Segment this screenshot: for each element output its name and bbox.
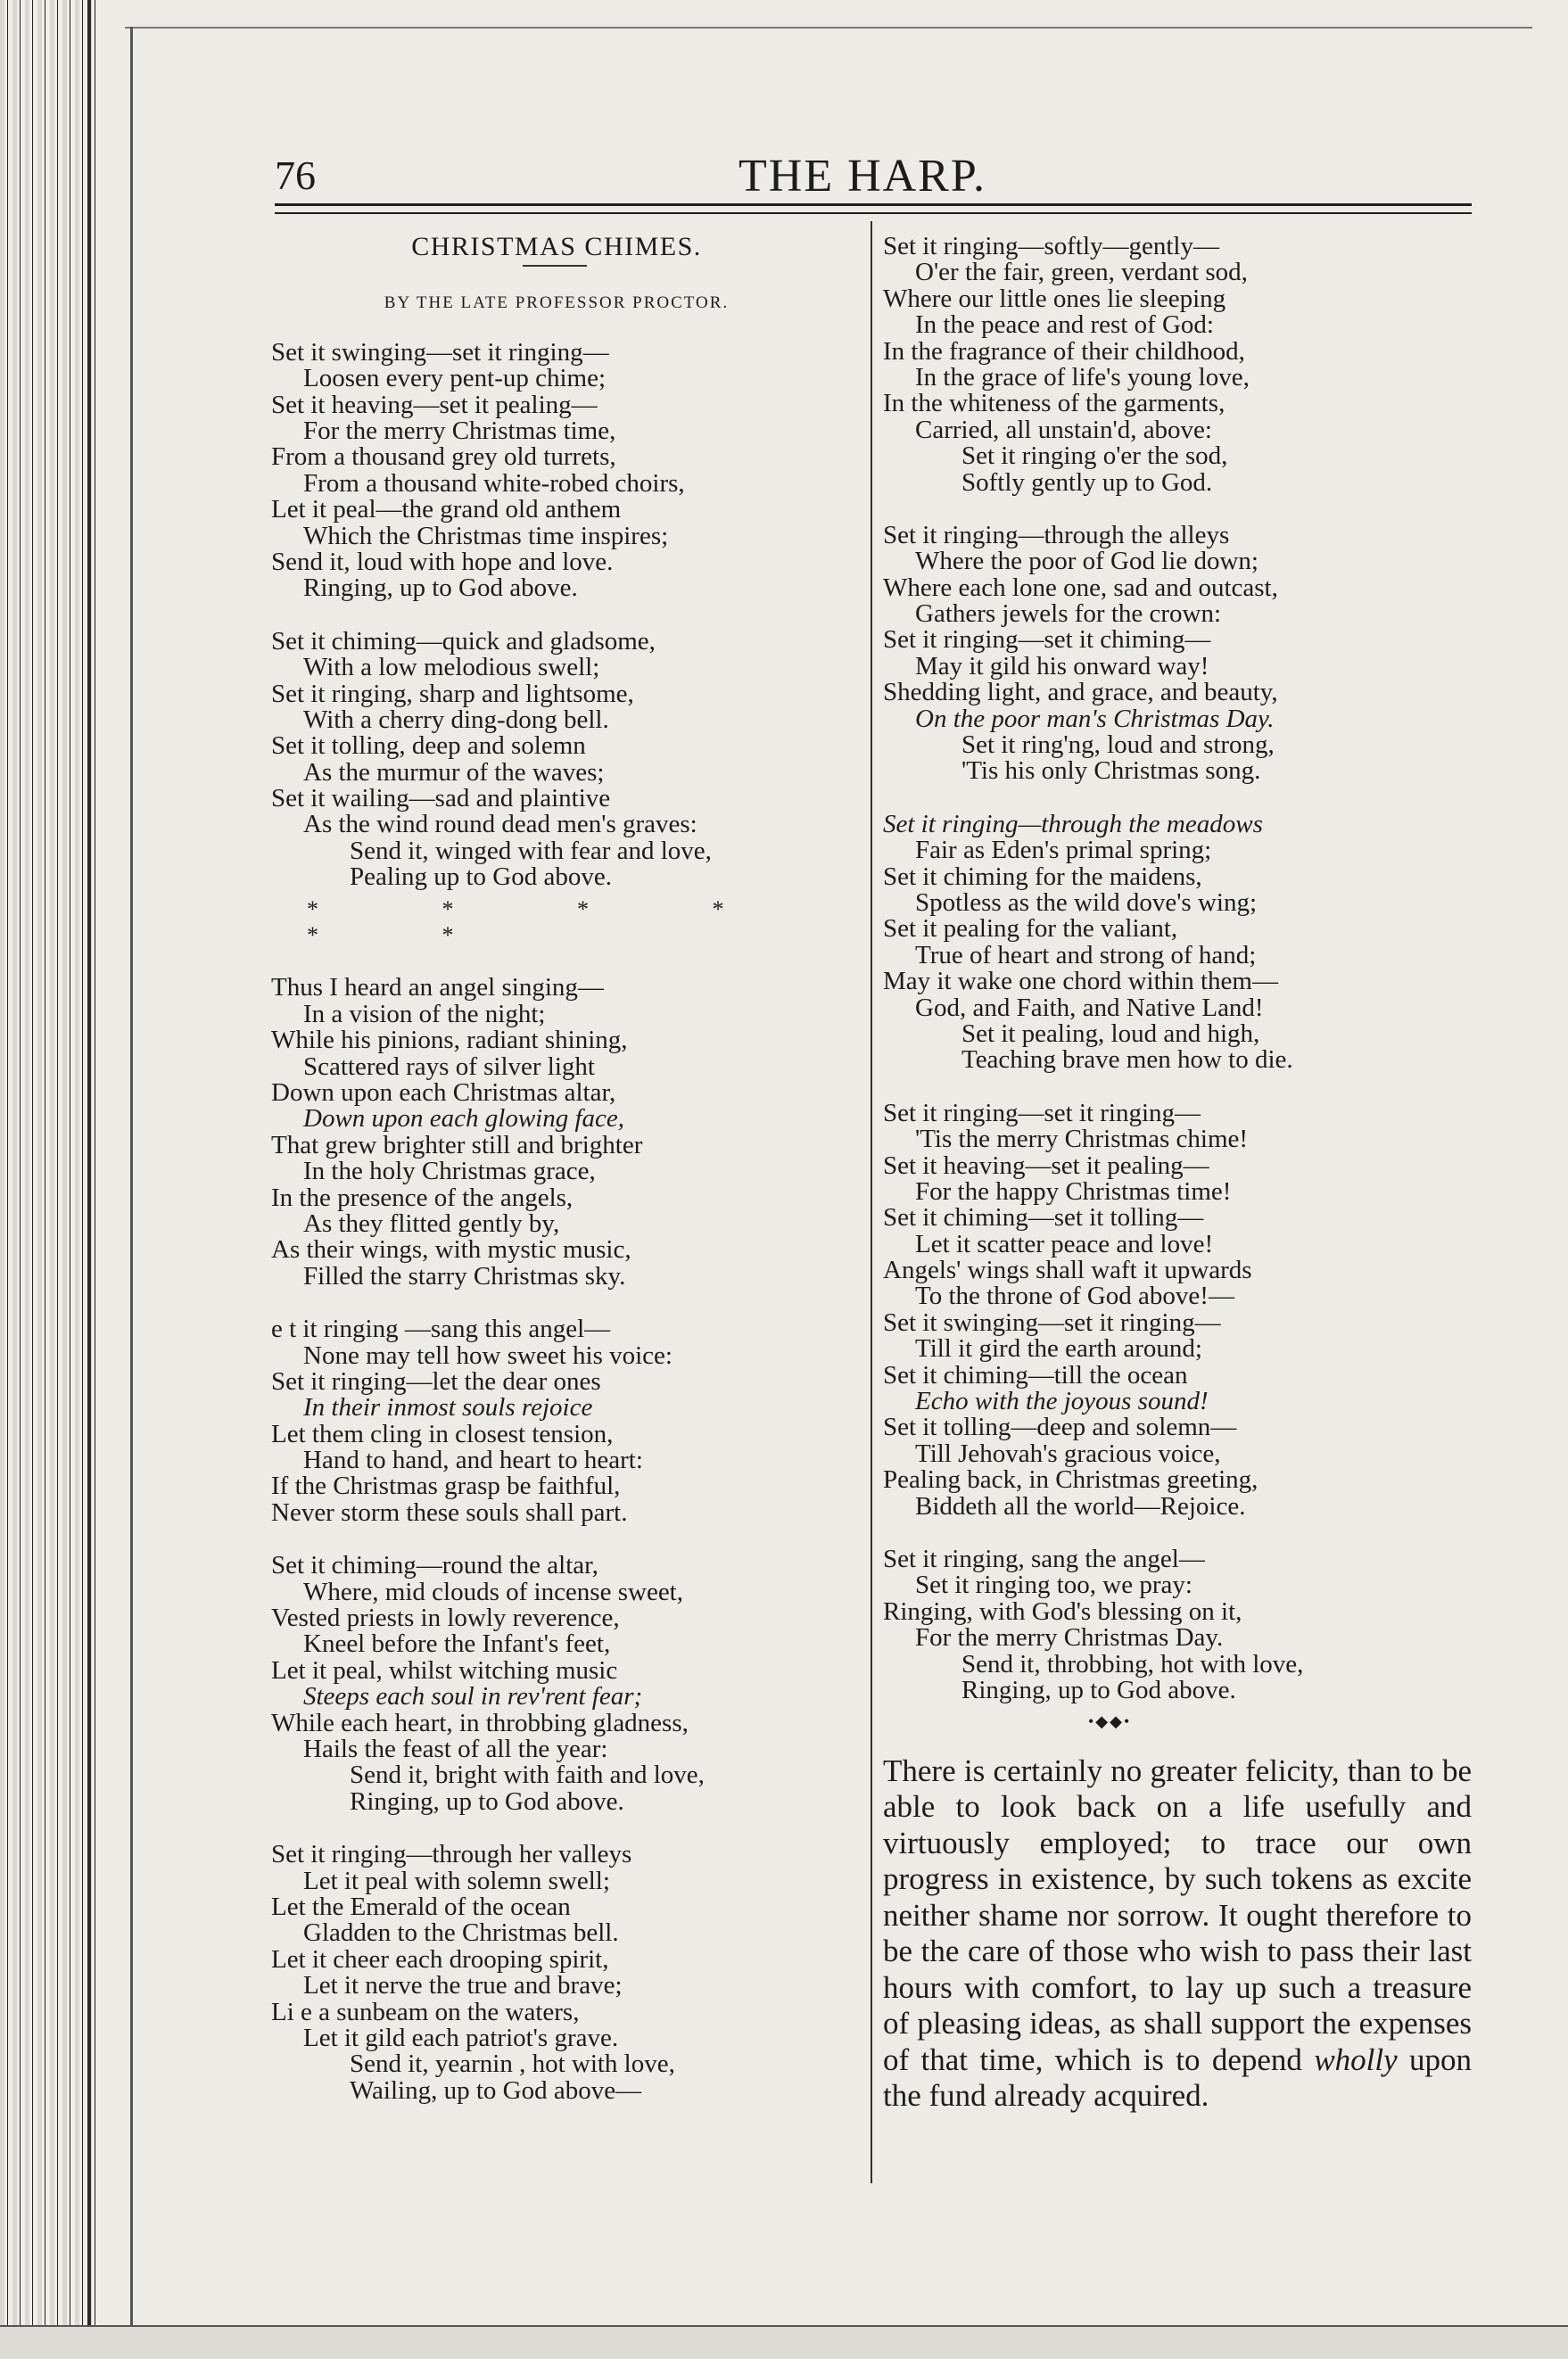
poem-line: As the murmur of the waves; — [303, 757, 605, 787]
book-binding-edge — [0, 0, 100, 2359]
poem-line: Where our little ones lie sleeping — [883, 284, 1226, 313]
poem-line: True of heart and strong of hand; — [915, 940, 1257, 969]
section-separator: * * * * * * — [307, 895, 783, 949]
poem-line: Fair as Eden's primal spring; — [915, 836, 1212, 865]
poem-line: Set it pealing, loud and high, — [961, 1019, 1260, 1048]
poem-line: Let it peal—the grand old anthem — [271, 495, 622, 524]
poem-line: As they flitted gently by, — [303, 1208, 560, 1238]
page-number: 76 — [275, 153, 316, 198]
column-divider — [871, 221, 872, 2183]
poem-line: Never storm these souls shall part. — [271, 1497, 628, 1527]
poem-line: Where, mid clouds of incense sweet, — [303, 1577, 683, 1606]
poem-line: From a thousand white-robed choirs, — [303, 468, 685, 498]
poem-line: With a cherry ding-dong bell. — [303, 705, 609, 734]
poem-line: Set it ringing o'er the sod, — [961, 441, 1228, 471]
poem-line: Set it tolling, deep and solemn — [271, 731, 586, 761]
poem-line: Filled the starry Christmas sky. — [303, 1261, 626, 1291]
end-ornament: •◆◆• — [1088, 1712, 1132, 1731]
poem-line: In the holy Christmas grace, — [303, 1157, 596, 1186]
poem-line: Gladden to the Christmas bell. — [303, 1918, 619, 1948]
poem-line: Till Jehovah's gracious voice, — [915, 1439, 1221, 1468]
poem-line: Set it heaving—set it pealing— — [271, 390, 598, 419]
poem-line: Pealing back, in Christmas greeting, — [883, 1465, 1259, 1495]
poem-line: While his pinions, radiant shining, — [271, 1026, 628, 1055]
right-column — [883, 234, 1481, 2115]
poem-line: Set it ringing too, we pray: — [915, 1571, 1193, 1600]
poem-line: Vested priests in lowly reverence, — [271, 1604, 620, 1633]
stanza — [883, 234, 1481, 496]
poem-line: Set it ringing—through the meadows — [883, 809, 1263, 838]
poem-line: Carried, all unstain'd, above: — [915, 415, 1212, 444]
poem-line: For the merry Christmas time, — [303, 416, 616, 445]
poem-line: Where each lone one, sad and outcast, — [883, 573, 1278, 602]
essay-text-after: upon the fund already acquired. — [883, 2041, 1473, 2114]
poem-line: Set it ringing—through the alleys — [883, 520, 1230, 549]
poem-line: Biddeth all the world—Rejoice. — [915, 1491, 1246, 1521]
poem-line: Down upon each glowing face, — [303, 1104, 625, 1134]
poem-line: Pealing up to God above. — [350, 862, 612, 892]
poem-line: Set it wailing—sad and plaintive — [271, 784, 611, 813]
page-margin-line — [130, 27, 133, 2328]
poem-line: Shedding light, and grace, and beauty, — [883, 678, 1278, 707]
poem-line: Set it swinging—set it ringing— — [271, 337, 609, 367]
stanza — [271, 337, 851, 603]
poem-line: Li e a sunbeam on the waters, — [271, 1997, 580, 2026]
poem-line: Thus I heard an angel singing— — [271, 973, 604, 1002]
poem-line: Send it, throbbing, hot with love, — [961, 1649, 1304, 1679]
poem-line: In the presence of the angels, — [271, 1183, 574, 1212]
stanza — [883, 809, 1481, 1075]
running-title: THE HARP. — [739, 151, 987, 202]
stanza — [883, 520, 1481, 786]
poem-line: Let it gild each patriot's grave. — [303, 2023, 619, 2052]
poem-line: Which the Christmas time inspires; — [303, 521, 669, 550]
header-rule — [275, 203, 1472, 206]
poem-line: Ringing, up to God above. — [303, 573, 578, 603]
poem-line: Let it peal, whilst witching music — [271, 1655, 618, 1685]
poem-line: Echo with the joyous sound! — [915, 1387, 1209, 1416]
poem-line: O'er the fair, green, verdant sod, — [915, 258, 1248, 287]
poem-line: Ringing, up to God above. — [350, 1786, 624, 1816]
poem-line: Set it ringing—set it chiming— — [883, 625, 1211, 655]
poem-line: With a low melodious swell; — [303, 653, 600, 682]
stanza — [271, 626, 851, 892]
poem-line: In the peace and rest of God: — [915, 310, 1214, 340]
page-bottom-border — [0, 2325, 1568, 2359]
poem-line: Set it ringing—set it ringing— — [883, 1098, 1201, 1127]
poem-line: For the happy Christmas time! — [915, 1176, 1232, 1206]
poem-line: Set it chiming—set it tolling— — [883, 1203, 1204, 1233]
poem-line: That grew brighter still and brighter — [271, 1130, 643, 1159]
poem-line: To the throne of God above!— — [915, 1282, 1234, 1311]
poem-line: Hails the feast of all the year: — [303, 1734, 608, 1763]
poem-line: In the whiteness of the garments, — [883, 389, 1226, 418]
poem-line: Set it pealing for the valiant, — [883, 914, 1178, 944]
poem-line: Let them cling in closest tension, — [271, 1419, 614, 1448]
poem-line: Set it swinging—set it ringing— — [883, 1307, 1221, 1337]
poem-line: God, and Faith, and Native Land! — [915, 993, 1264, 1022]
poem-line: Set it tolling—deep and solemn— — [883, 1413, 1237, 1442]
poem-line: Set it ringing, sang the angel— — [883, 1544, 1205, 1573]
poem-line: Let it cheer each drooping spirit, — [271, 1944, 609, 1974]
poem-line: Set it ringing—let the dear ones — [271, 1366, 601, 1396]
poem-line: May it gild his onward way! — [915, 651, 1209, 680]
poem-line: Set it chiming—round the altar, — [271, 1551, 598, 1580]
poem-line: In their inmost souls rejoice — [303, 1393, 593, 1423]
poem-line: Spotless as the wild dove's wing; — [915, 887, 1258, 917]
essay-emphasis: wholly — [1314, 2041, 1398, 2077]
poem-line: Till it gird the earth around; — [915, 1334, 1202, 1364]
poem-line: From a thousand grey old turrets, — [271, 442, 616, 472]
stanza — [271, 1316, 851, 1526]
poem-line: Send it, winged with fear and love, — [350, 836, 712, 865]
poem-line: Send it, yearnin , hot with love, — [350, 2050, 675, 2079]
poem-line: Kneel before the Infant's feet, — [303, 1629, 611, 1659]
poem-line: Where the poor of God lie down; — [915, 547, 1259, 576]
poem-line: Ringing, with God's blessing on it, — [883, 1596, 1242, 1626]
poem-line: Set it chiming for the maidens, — [883, 862, 1202, 891]
essay-text-before: There is certainly no greater felicity, than to be able to look back on a life usefully and virtuously employed; to trace our own progress in existence, by such tokens as excite neither shame nor sorrow. It ought therefore to be the care of those who wish to pass their last hours with comfort, to lay up such a treasure of pleasing ideas, as shall support the expenses of that time, which is to depend — [883, 1753, 1472, 2077]
poem-line: 'Tis his only Christmas song. — [961, 756, 1261, 786]
poem-line: Set it heaving—set it pealing— — [883, 1151, 1209, 1180]
poem-line: Let it nerve the true and brave; — [303, 1971, 623, 2000]
poem-line: Set it ring'ng, loud and strong, — [961, 730, 1275, 760]
poem-line: While each heart, in throbbing gladness, — [271, 1708, 689, 1737]
poem-line: In the fragrance of their childhood, — [883, 336, 1245, 366]
poem-line: Let the Emerald of the ocean — [271, 1892, 571, 1921]
poem-line: Hand to hand, and heart to heart: — [303, 1446, 643, 1475]
stanza — [883, 1098, 1481, 1521]
stanza — [271, 1553, 851, 1815]
poem-line: Send it, bright with faith and love, — [350, 1761, 705, 1790]
poem-line: Set it chiming—till the ocean — [883, 1360, 1188, 1390]
poem-line: If the Christmas grasp be faithful, — [271, 1472, 621, 1501]
poem-line: Angels' wings shall waft it upwards — [883, 1256, 1252, 1285]
poem-title: CHRISTMAS CHIMES. — [411, 232, 702, 261]
poem-line: As their wings, with mystic music, — [271, 1235, 631, 1265]
page-header — [275, 152, 1472, 205]
poem-line: Gathers jewels for the crown: — [915, 599, 1222, 629]
poem-line: Wailing, up to God above— — [350, 2075, 642, 2105]
poem-byline: BY THE LATE PROFESSOR PROCTOR. — [384, 293, 730, 313]
poem-line: 'Tis the merry Christmas chime! — [915, 1125, 1249, 1154]
poem-line: Ringing, up to God above. — [961, 1675, 1236, 1704]
poem-line: Set it ringing—through her valleys — [271, 1840, 632, 1869]
poem-line: Let it peal with solemn swell; — [303, 1866, 610, 1895]
poem-line: On the poor man's Christmas Day. — [915, 704, 1275, 733]
stanza — [271, 1842, 851, 2104]
poem-line: Teaching brave men how to die. — [961, 1045, 1293, 1075]
header-rule-thin — [275, 212, 1472, 214]
left-stanzas — [271, 337, 851, 2105]
poem-line: May it wake one chord within them— — [883, 967, 1278, 996]
essay-paragraph — [883, 1753, 1472, 2115]
poem-line: Scattered rays of silver light — [303, 1052, 595, 1081]
stanza — [883, 1544, 1481, 1704]
poem-line: In a vision of the night; — [303, 999, 546, 1028]
poem-line: Steeps each soul in rev'rent fear; — [303, 1682, 643, 1712]
left-column — [271, 234, 851, 2104]
poem-line: Set it ringing, sharp and lightsome, — [271, 679, 634, 708]
poem-line: e t it ringing —sang this angel— — [271, 1315, 611, 1344]
poem-line: In the grace of life's young love, — [915, 362, 1250, 392]
poem-line: None may tell how sweet his voice: — [303, 1340, 673, 1370]
poem-line: Softly gently up to God. — [961, 467, 1213, 497]
poem-line: Loosen every pent-up chime; — [303, 364, 607, 393]
poem-line: Down upon each Christmas altar, — [271, 1078, 616, 1107]
poem-line: Send it, loud with hope and love. — [271, 547, 614, 576]
right-stanzas — [883, 234, 1481, 1703]
poem-line: Let it scatter peace and love! — [915, 1229, 1214, 1258]
title-rule — [523, 265, 587, 267]
poem-line: As the wind round dead men's graves: — [303, 810, 697, 839]
poem-line: Set it chiming—quick and gladsome, — [271, 626, 656, 656]
poem-line: Set it ringing—softly—gently— — [883, 232, 1219, 260]
poem-line: For the merry Christmas Day. — [915, 1623, 1224, 1653]
stanza — [271, 975, 851, 1290]
page-top-border — [125, 27, 1532, 29]
